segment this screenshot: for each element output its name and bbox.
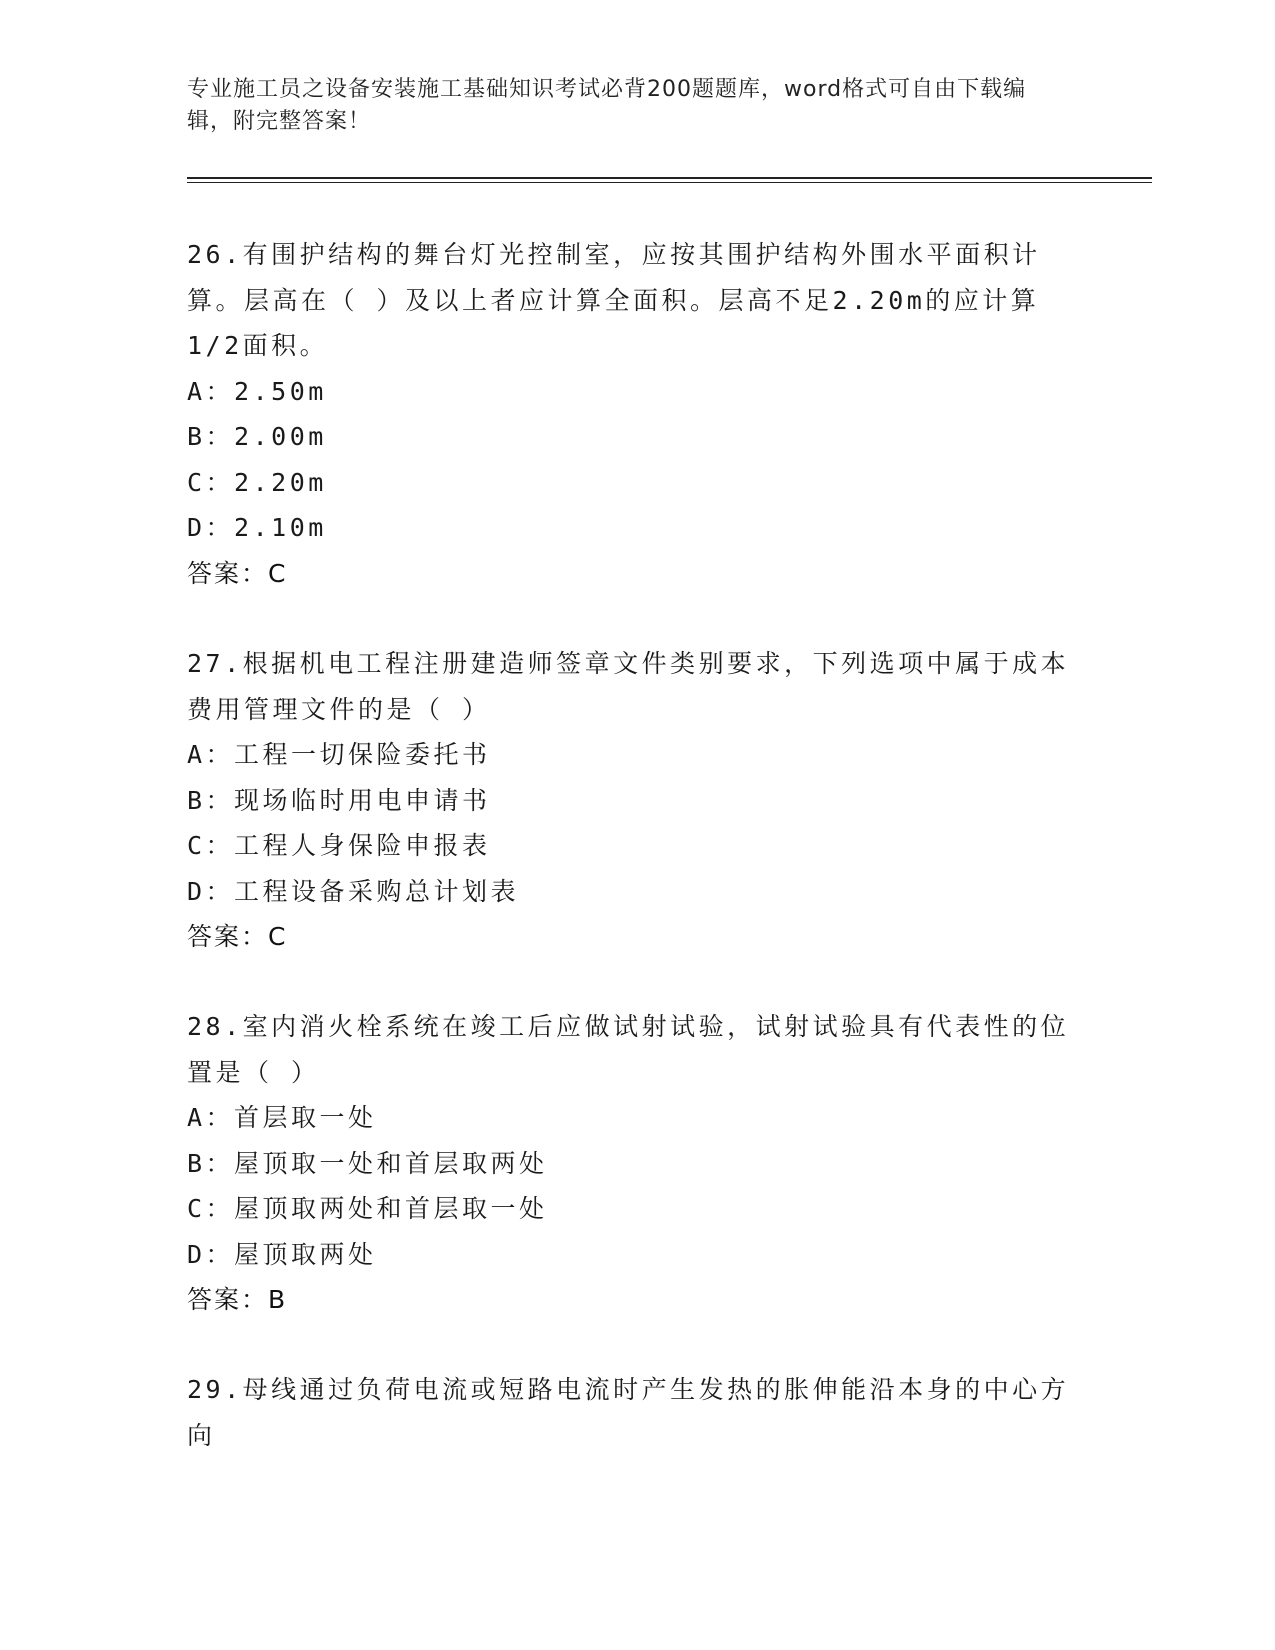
answer-line: 答案：C bbox=[187, 922, 288, 951]
header-divider-thick bbox=[187, 177, 1152, 179]
question-29 bbox=[187, 1367, 1087, 1458]
option-a: A：首层取一处 bbox=[187, 1103, 377, 1132]
question-stem: 29.母线通过负荷电流或短路电流时产生发热的胀伸能沿本身的中心方向 bbox=[187, 1375, 1070, 1450]
option-d: D：屋顶取两处 bbox=[187, 1239, 377, 1269]
document-header-title: 专业施工员之设备安装施工基础知识考试必背200题题库，word格式可自由下载编辑，附完整答案！ bbox=[187, 77, 1027, 134]
question-stem: 28.室内消火栓系统在竣工后应做试射试验，试射试验具有代表性的位置是（ ） bbox=[187, 1012, 1070, 1087]
question-27 bbox=[187, 641, 1087, 960]
answer-line: 答案：C bbox=[187, 558, 288, 588]
question-26 bbox=[187, 232, 1087, 596]
question-28 bbox=[187, 1004, 1087, 1323]
question-stem: 27.根据机电工程注册建造师签章文件类别要求，下列选项中属于成本费用管理文件的是（ ） bbox=[187, 649, 1070, 724]
answer-line: 答案：B bbox=[187, 1285, 288, 1314]
option-a: A：2.50m bbox=[187, 376, 327, 406]
option-c: C：2.20m bbox=[187, 467, 327, 497]
option-a: A：工程一切保险委托书 bbox=[187, 740, 491, 769]
option-d: D：2.10m bbox=[187, 513, 327, 542]
option-b: B：屋顶取一处和首层取两处 bbox=[187, 1148, 548, 1178]
option-b: B：2.00m bbox=[187, 422, 327, 451]
question-stem: 26.有围护结构的舞台灯光控制室，应按其围护结构外围水平面积计算。层高在（ ）及以上者应计算全面积。层高不足2.20m的应计算1/2面积。 bbox=[187, 240, 1041, 360]
option-b: B：现场临时用电申请书 bbox=[187, 785, 491, 815]
option-d: D：工程设备采购总计划表 bbox=[187, 876, 520, 906]
option-c: C：工程人身保险申报表 bbox=[187, 831, 491, 860]
header-divider-thin bbox=[187, 182, 1152, 183]
option-c: C：屋顶取两处和首层取一处 bbox=[187, 1194, 548, 1223]
